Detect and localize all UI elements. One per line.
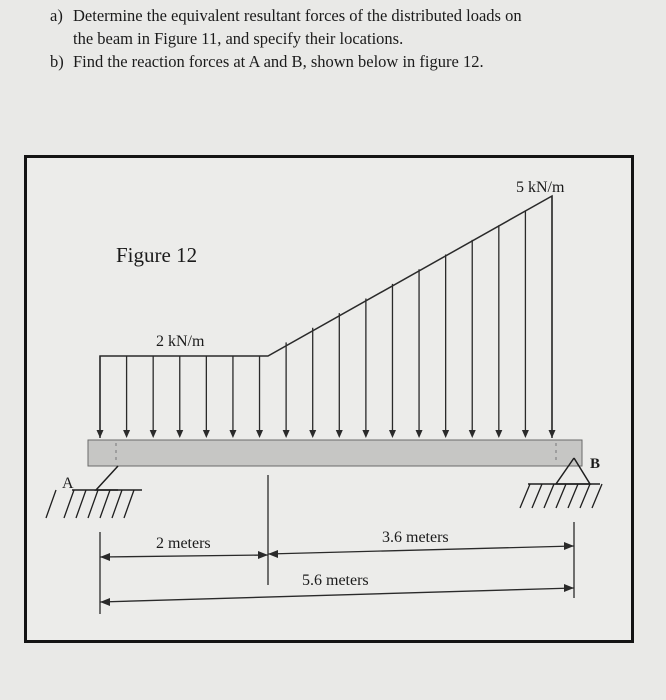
load-arrowhead xyxy=(495,430,502,438)
load-arrowhead xyxy=(442,430,449,438)
question-b-tag: b) xyxy=(50,52,64,71)
load-arrowhead xyxy=(469,430,476,438)
load-arrowhead xyxy=(123,430,130,438)
load-arrowhead xyxy=(549,430,556,438)
figure-title: Figure 12 xyxy=(116,243,198,267)
load-arrowhead xyxy=(229,430,236,438)
support-a xyxy=(46,466,142,518)
load-arrowhead xyxy=(522,430,529,438)
load-arrowhead xyxy=(336,430,343,438)
beam xyxy=(88,440,582,466)
dim-right-label: 3.6 meters xyxy=(382,529,449,546)
question-a-continued: the beam in Figure 11, and specify their locations. xyxy=(73,29,404,48)
question-a-text: Determine the equivalent resultant forces of the distributed loads on xyxy=(73,6,522,25)
load-arrowhead xyxy=(283,430,290,438)
max-load-label: 5 kN/m xyxy=(516,179,565,196)
support-a-label: A xyxy=(62,475,74,492)
load-arrowhead xyxy=(389,430,396,438)
uniform-load-label: 2 kN/m xyxy=(156,333,205,350)
question-b-text: Find the reaction forces at A and B, shown below in figure 12. xyxy=(73,52,484,71)
load-arrowhead xyxy=(416,430,423,438)
load-arrowhead xyxy=(150,430,157,438)
load-arrowhead xyxy=(362,430,369,438)
load-arrowhead xyxy=(97,430,104,438)
load-outline xyxy=(100,196,552,438)
dim-left-label: 2 meters xyxy=(156,535,211,552)
load-arrowhead xyxy=(176,430,183,438)
load-arrowhead xyxy=(203,430,210,438)
load-arrowhead xyxy=(309,430,316,438)
dim-total-label: 5.6 meters xyxy=(302,572,369,589)
question-a-tag: a) xyxy=(50,6,63,25)
support-b-label: B xyxy=(590,456,601,472)
load-arrowhead xyxy=(256,430,263,438)
